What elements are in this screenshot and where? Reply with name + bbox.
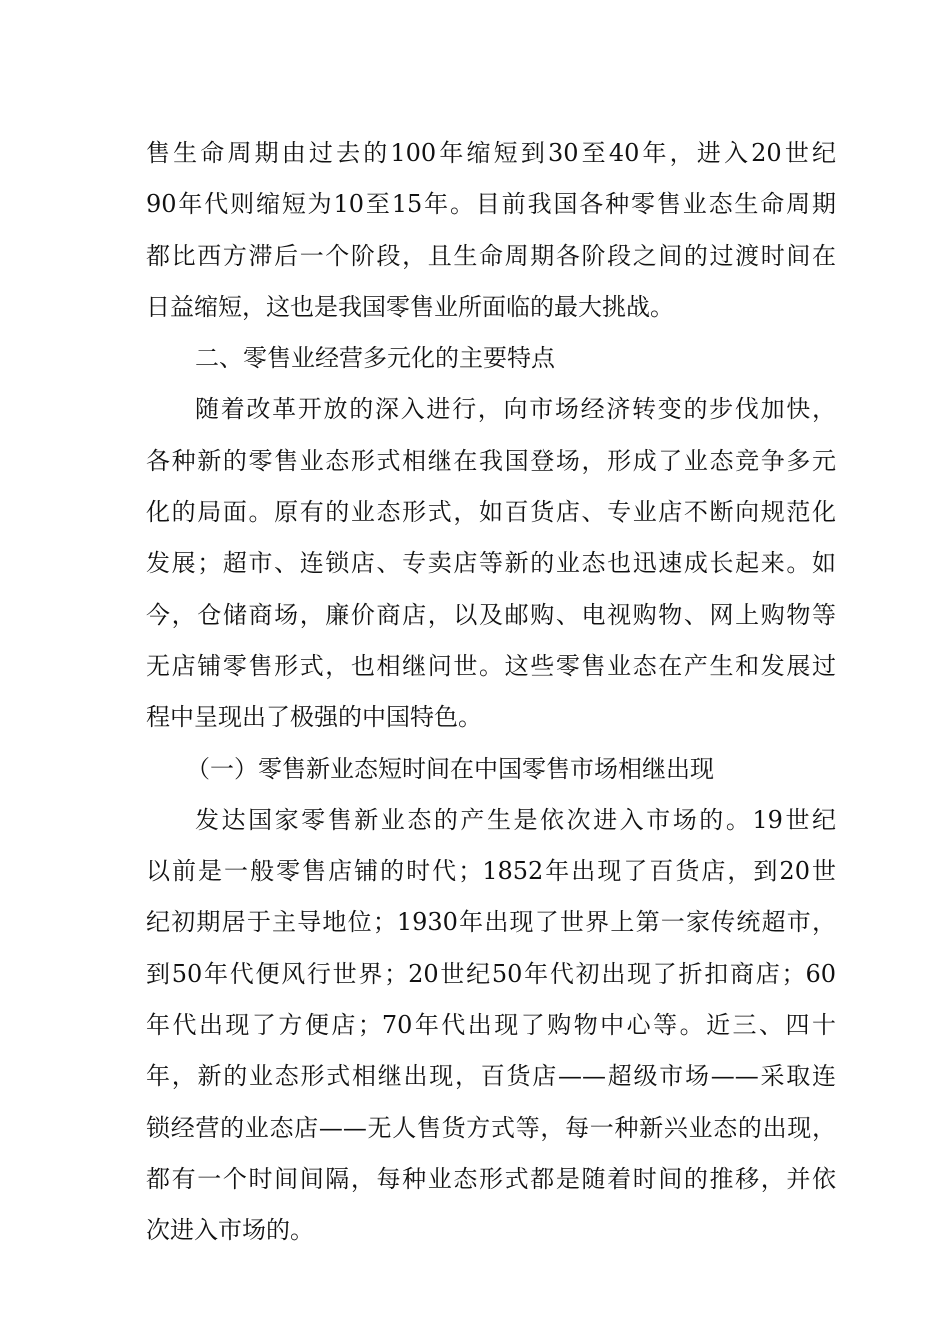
paragraph-line: 纪初期居于主导地位；1930年出现了世界上第一家传统超市， (146, 908, 836, 937)
paragraph-line: 今，仓储商场，廉价商店，以及邮购、电视购物、网上购物等 (146, 600, 836, 629)
subsection-heading: （一）零售新业态短时间在中国零售市场相继出现 (186, 754, 714, 783)
paragraph-line: 都比西方滞后一个阶段，且生命周期各阶段之间的过渡时间在 (146, 241, 836, 270)
paragraph-line: 到50年代便风行世界；20世纪50年代初出现了折扣商店；60 (146, 959, 836, 988)
paragraph-line: 无店铺零售形式，也相继问世。这些零售业态在产生和发展过 (146, 651, 836, 680)
paragraph-line: 日益缩短，这也是我国零售业所面临的最大挑战。 (146, 292, 674, 321)
paragraph-line: 锁经营的业态店——无人售货方式等，每一种新兴业态的出现， (146, 1113, 836, 1142)
paragraph-line: 随着改革开放的深入进行，向市场经济转变的步伐加快， (195, 395, 836, 424)
section-heading: 二、零售业经营多元化的主要特点 (195, 344, 555, 373)
paragraph-line: 化的局面。原有的业态形式，如百货店、专业店不断向规范化 (146, 498, 836, 527)
paragraph-line: 都有一个时间间隔，每种业态形式都是随着时间的推移，并依 (146, 1164, 836, 1193)
document-body (146, 128, 836, 1257)
paragraph-line: 各种新的零售业态形式相继在我国登场，形成了业态竞争多元 (146, 446, 836, 475)
paragraph-line: 90年代则缩短为10至15年。目前我国各种零售业态生命周期 (146, 190, 836, 219)
paragraph-line: 年代出现了方便店；70年代出现了购物中心等。近三、四十 (146, 1011, 836, 1040)
paragraph-line: 年，新的业态形式相继出现，百货店——超级市场——采取连 (146, 1062, 836, 1091)
paragraph-line: 以前是一般零售店铺的时代；1852年出现了百货店，到20世 (146, 857, 836, 886)
paragraph-line: 发达国家零售新业态的产生是依次进入市场的。19世纪 (195, 805, 836, 834)
paragraph-line: 程中呈现出了极强的中国特色。 (146, 703, 482, 732)
paragraph-line: 售生命周期由过去的100年缩短到30至40年，进入20世纪 (146, 139, 836, 167)
paragraph-line: 发展；超市、连锁店、专卖店等新的业态也迅速成长起来。如 (146, 549, 836, 578)
paragraph-line: 次进入市场的。 (146, 1216, 314, 1245)
